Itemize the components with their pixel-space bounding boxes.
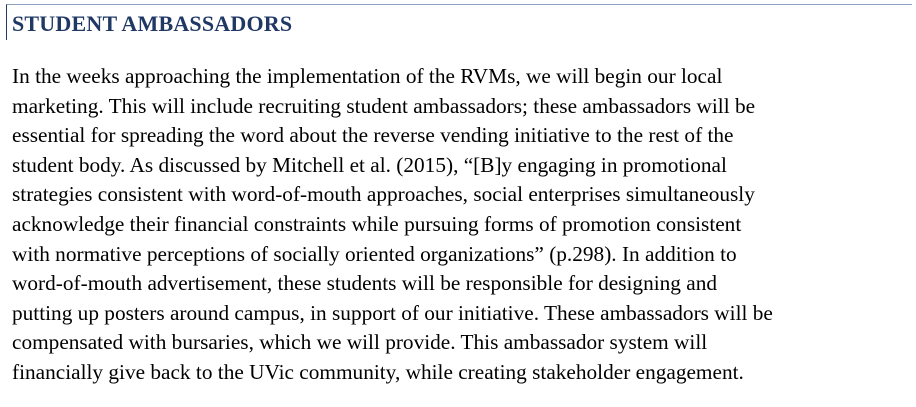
paragraph-line: word-of-mouth advertisement, these students will be responsible for designing and xyxy=(12,271,718,296)
paragraph-line: compensated with bursaries, which we will provide. This ambassador system will xyxy=(12,330,708,355)
paragraph-line: essential for spreading the word about the reverse vending initiative to the rest of the xyxy=(12,123,734,148)
paragraph-line: strategies consistent with word-of-mouth approaches, social enterprises simultaneously xyxy=(12,182,755,207)
paragraph-line: putting up posters around campus, in support of our initiative. These ambassadors will be xyxy=(12,300,773,325)
paragraph-line: acknowledge their financial constraints while pursuing forms of promotion consistent xyxy=(12,211,742,236)
paragraph-line: marketing. This will include recruiting student ambassadors; these ambassadors will be xyxy=(12,93,756,118)
body-paragraph xyxy=(12,62,912,388)
paragraph-line: with normative perceptions of socially oriented organizations” (p.298). In addition to xyxy=(12,241,737,266)
section-heading: STUDENT AMBASSADORS xyxy=(12,11,293,36)
paragraph-line: In the weeks approaching the implementation of the RVMs, we will begin our local xyxy=(12,64,723,88)
paragraph-line: financially give back to the UVic community, while creating stakeholder engagement. xyxy=(12,359,744,384)
paragraph-line: student body. As discussed by Mitchell et al. (2015), “[B]y engaging in promotional xyxy=(12,152,727,177)
